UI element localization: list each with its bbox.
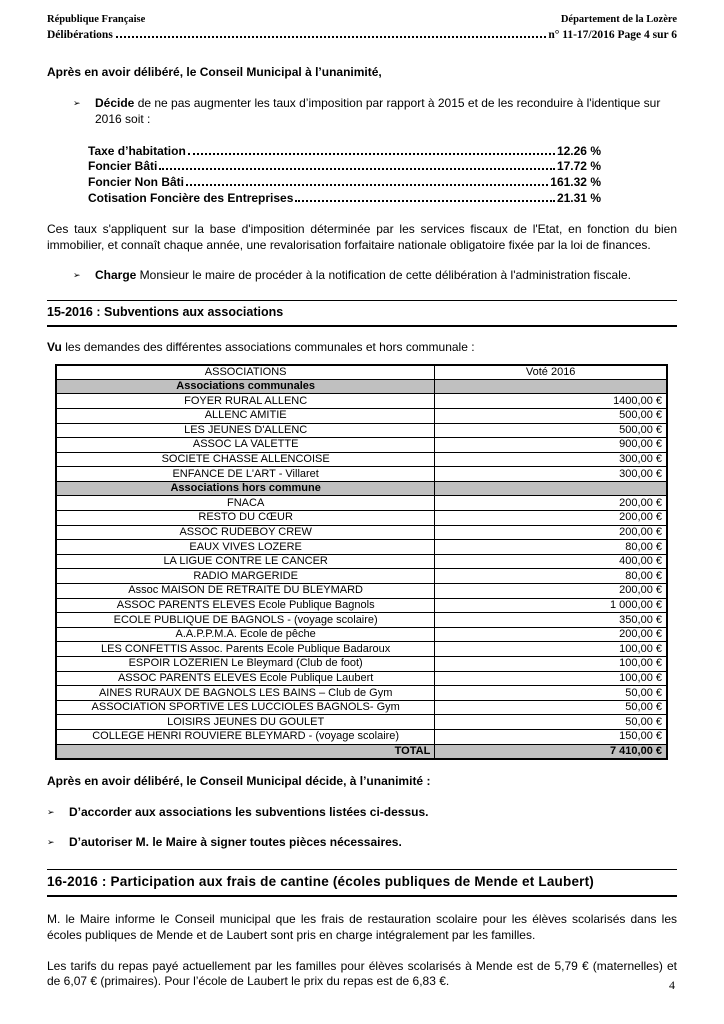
table-row: [56, 452, 667, 467]
association-name-cell: LES CONFETTIS Assoc. Parents Ecole Publique Badaroux: [56, 642, 435, 657]
table-row: [56, 715, 667, 730]
table-row: [56, 627, 667, 642]
decide-text: [95, 96, 677, 128]
charge-text: [95, 268, 677, 284]
amount-cell: 50,00 €: [435, 686, 667, 701]
tax-label: Foncier Bâti: [88, 159, 158, 174]
decide-bullet-item: [47, 96, 677, 128]
tax-rate-row: [88, 159, 601, 175]
table-row: [56, 700, 667, 715]
arrow-bullet-icon: ➢: [73, 97, 81, 108]
amount-cell: 200,00 €: [435, 584, 667, 599]
association-name-cell: ASSOC RUDEBOY CREW: [56, 525, 435, 540]
table-row: [56, 540, 667, 555]
arrow-bullet-icon: ➢: [47, 837, 55, 848]
association-name-cell: FOYER RURAL ALLENC: [56, 394, 435, 409]
table-row: [56, 744, 667, 759]
association-name-cell: A.A.P.P.M.A. Ecole de pêche: [56, 627, 435, 642]
charge-rest: Monsieur le maire de procéder à la notification de cette délibération à l'administration fiscale.: [136, 268, 631, 283]
vu-keyword: Vu: [47, 339, 62, 354]
association-name-cell: TOTAL: [56, 744, 435, 759]
association-name-cell: AINES RURAUX DE BAGNOLS LES BAINS – Club de Gym: [56, 686, 435, 701]
amount-cell: 500,00 €: [435, 423, 667, 438]
table-row: [56, 657, 667, 672]
table-row: [56, 598, 667, 613]
amount-cell: 350,00 €: [435, 613, 667, 628]
association-name-cell: LOISIRS JEUNES DU GOULET: [56, 715, 435, 730]
association-name-cell: Associations communales: [56, 379, 435, 394]
table-row: [56, 729, 667, 744]
table-row: [56, 584, 667, 599]
amount-cell: 80,00 €: [435, 540, 667, 555]
vu-paragraph: [47, 340, 677, 356]
amount-cell: 200,00 €: [435, 627, 667, 642]
column-header-vote-2016: Voté 2016: [435, 365, 667, 380]
table-row: [56, 642, 667, 657]
authorize-bullet-item: [47, 835, 677, 851]
dotted-leader: [188, 153, 555, 155]
table-row: [56, 496, 667, 511]
tax-rate-row: [88, 191, 601, 207]
table-header-row: [56, 365, 667, 380]
amount-cell: 200,00 €: [435, 511, 667, 526]
association-name-cell: ASSOC PARENTS ELEVES Ecole Publique Bagnols: [56, 598, 435, 613]
amount-cell: 100,00 €: [435, 657, 667, 672]
association-name-cell: LA LIGUE CONTRE LE CANCER: [56, 554, 435, 569]
column-header-associations: ASSOCIATIONS: [56, 365, 435, 380]
arrow-bullet-icon: ➢: [47, 806, 55, 817]
page-number: 4: [669, 978, 675, 993]
header-doc-ref: n° 11-17/2016 Page 4 sur 6: [548, 28, 677, 41]
table-row: [56, 438, 667, 453]
grant-bullet-text: D’accorder aux associations les subventions listées ci-dessus.: [69, 804, 429, 819]
tax-rates-list: [88, 144, 601, 207]
association-name-cell: ASSOCIATION SPORTIVE LES LUCCIOLES BAGNOLS- Gym: [56, 700, 435, 715]
association-name-cell: ASSOC LA VALETTE: [56, 438, 435, 453]
section-15-heading: 15-2016 : Subventions aux associations: [47, 300, 677, 327]
amount-cell: 200,00 €: [435, 496, 667, 511]
table-row: [56, 569, 667, 584]
cantine-paragraph-1: M. le Maire informe le Conseil municipal que les frais de restauration scolaire pour les élèves scolarisés dans les écoles publiques de Mende et de Laubert sont pris en charge intégralement par les familles.: [47, 911, 677, 942]
decide-rest: de ne pas augmenter les taux d’imposition par rapport à 2015 et de les reconduire à l'identique sur 2016 soit :: [95, 95, 661, 126]
tax-value: 21.31 %: [556, 191, 601, 205]
tax-rate-row: [88, 175, 601, 191]
amount-cell: 7 410,00 €: [435, 744, 667, 759]
amount-cell: 1400,00 €: [435, 394, 667, 409]
charge-bullet-item: [47, 268, 677, 284]
header-doc-label: Délibérations: [47, 28, 113, 41]
association-name-cell: Associations hors commune: [56, 481, 435, 496]
association-name-cell: ECOLE PUBLIQUE DE BAGNOLS - (voyage scolaire): [56, 613, 435, 628]
amount-cell: 300,00 €: [435, 467, 667, 482]
amount-cell: 100,00 €: [435, 671, 667, 686]
table-row: [56, 686, 667, 701]
amount-cell: 200,00 €: [435, 525, 667, 540]
table-row: [56, 511, 667, 526]
association-name-cell: ESPOIR LOZERIEN Le Bleymard (Club de foot): [56, 657, 435, 672]
tax-value: 12.26 %: [556, 143, 601, 158]
association-name-cell: ALLENC AMITIE: [56, 408, 435, 423]
table-row: [56, 394, 667, 409]
amount-cell: 50,00 €: [435, 700, 667, 715]
association-name-cell: ASSOC PARENTS ELEVES Ecole Publique Laubert: [56, 671, 435, 686]
table-row: [56, 525, 667, 540]
dotted-leader: [159, 168, 555, 170]
table-row: [56, 408, 667, 423]
amount-cell: 150,00 €: [435, 729, 667, 744]
tax-rate-row: [88, 144, 601, 160]
header-right: Département de la Lozère: [560, 14, 677, 25]
association-name-cell: FNACA: [56, 496, 435, 511]
association-name-cell: Assoc MAISON DE RETRAITE DU BLEYMARD: [56, 584, 435, 599]
deliberation-outro: Après en avoir délibéré, le Conseil Municipal décide, à l’unanimité :: [47, 773, 431, 788]
amount-cell: 1 000,00 €: [435, 598, 667, 613]
tax-label: Taxe d’habitation: [88, 143, 186, 158]
section-16-heading: 16-2016 : Participation aux frais de cantine (écoles publiques de Mende et Laubert): [47, 869, 677, 897]
amount-cell: [435, 379, 667, 394]
tax-label: Foncier Non Bâti: [88, 175, 185, 190]
table-row: [56, 671, 667, 686]
dotted-leader: [295, 200, 555, 202]
dotted-leader: [186, 184, 548, 186]
table-row: [56, 423, 667, 438]
amount-cell: 100,00 €: [435, 642, 667, 657]
table-row: [56, 554, 667, 569]
dotted-leader: [116, 36, 547, 38]
table-row: [56, 613, 667, 628]
table-body: [56, 379, 667, 758]
association-name-cell: EAUX VIVES LOZERE: [56, 540, 435, 555]
tax-value: 161.32 %: [550, 175, 601, 190]
page-header: [47, 13, 677, 43]
cantine-paragraph-2: Les tarifs du repas payé actuellement par les familles pour élèves scolarisés à Mende est de 5,79 € (maternelles) et de 6,07 € (primaires). Pour l’école de Laubert le prix du repas est de 6,83 €.: [47, 958, 677, 989]
amount-cell: 80,00 €: [435, 569, 667, 584]
tax-label: Cotisation Foncière des Entreprises: [88, 191, 294, 205]
tax-value: 17.72 %: [556, 159, 601, 174]
association-name-cell: COLLEGE HENRI ROUVIERE BLEYMARD - (voyage scolaire): [56, 729, 435, 744]
table-row: [56, 379, 667, 394]
amount-cell: 400,00 €: [435, 554, 667, 569]
association-name-cell: SOCIETE CHASSE ALLENCOISE: [56, 452, 435, 467]
header-left: République Française: [47, 14, 146, 25]
association-name-cell: ENFANCE DE L'ART - Villaret: [56, 467, 435, 482]
association-name-cell: LES JEUNES D'ALLENC: [56, 423, 435, 438]
charge-keyword: Charge: [95, 268, 137, 283]
table-row: [56, 481, 667, 496]
amount-cell: 500,00 €: [435, 408, 667, 423]
decide-keyword: Décide: [95, 95, 135, 110]
association-name-cell: RESTO DU CŒUR: [56, 511, 435, 526]
deliberation-intro: Après en avoir délibéré, le Conseil Municipal à l’unanimité,: [47, 65, 382, 80]
subsidies-table: [55, 364, 668, 760]
vu-rest: les demandes des différentes associations communales et hors communale :: [61, 339, 475, 354]
association-name-cell: RADIO MARGERIDE: [56, 569, 435, 584]
tax-explanation-paragraph: Ces taux s'appliquent sur la base d'imposition déterminée par les services fiscaux de l'Etat, en fonction du bien immobilier, et connaît chaque année, une revalorisation forfaitaire nationale obligatoire fixée par la loi de finances.: [47, 221, 677, 252]
table-row: [56, 467, 667, 482]
grant-bullet-item: [47, 805, 677, 821]
amount-cell: 50,00 €: [435, 715, 667, 730]
amount-cell: 900,00 €: [435, 438, 667, 453]
amount-cell: [435, 481, 667, 496]
arrow-bullet-icon: ➢: [73, 270, 81, 281]
authorize-bullet-text: D’autoriser M. le Maire à signer toutes pièces nécessaires.: [69, 835, 402, 850]
amount-cell: 300,00 €: [435, 452, 667, 467]
